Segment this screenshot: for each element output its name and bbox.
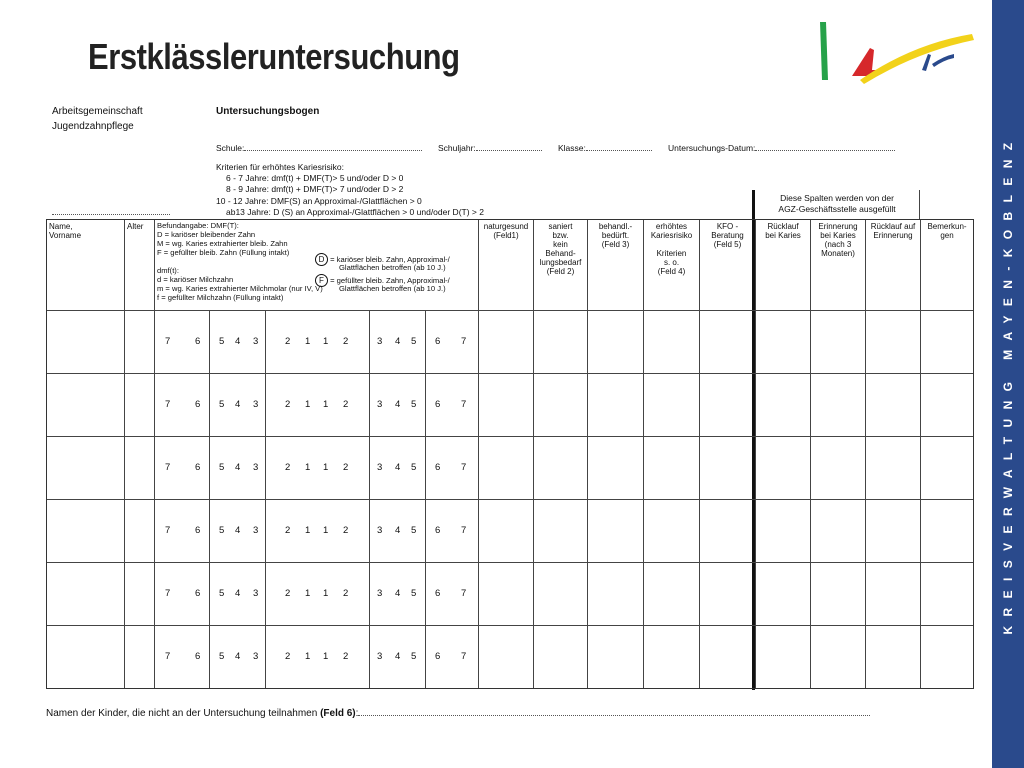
findings-d2: d = kariöser Milchzahn: [157, 275, 234, 284]
tooth-number[interactable]: 2: [285, 336, 291, 347]
tooth-number[interactable]: 3: [377, 399, 383, 410]
page-title: Erstklässleruntersuchung: [88, 36, 460, 77]
tooth-number[interactable]: 4: [235, 525, 241, 536]
org-name-line2: Jugendzahnpflege: [52, 121, 134, 132]
tooth-number[interactable]: 6: [435, 588, 441, 599]
tooth-number[interactable]: 3: [377, 462, 383, 473]
class-field[interactable]: [558, 142, 652, 153]
tooth-number[interactable]: 6: [195, 336, 201, 347]
tooth-number[interactable]: 1: [323, 399, 329, 410]
tooth-number[interactable]: 4: [395, 462, 401, 473]
table-row[interactable]: [47, 499, 973, 562]
findings-title: Befundangabe: DMF(T):: [157, 221, 239, 230]
tooth-number[interactable]: 5: [411, 525, 417, 536]
tooth-number[interactable]: 7: [165, 399, 171, 410]
tooth-number[interactable]: 4: [395, 588, 401, 599]
header-risk: erhöhtes Kariesrisiko Kriterien s. o. (Feld 4): [650, 222, 693, 276]
tooth-number[interactable]: 6: [435, 525, 441, 536]
table-row[interactable]: [47, 310, 973, 373]
agz-note-line2: AGZ-Geschäftsstelle ausgefüllt: [778, 204, 896, 214]
tooth-number[interactable]: 6: [195, 525, 201, 536]
table-row[interactable]: [47, 373, 973, 436]
tooth-number[interactable]: 5: [411, 336, 417, 347]
criteria-line-4: ab13 Jahre: D (S) an Approximal-/Glattflächen > 0 und/oder D(T) > 2: [226, 207, 484, 217]
footer-text: Namen der Kinder, die nicht an der Untersuchung teilnahmen: [46, 708, 321, 719]
header-reminder: Erinnerung bei Karies (nach 3 Monaten): [818, 222, 858, 258]
tooth-number[interactable]: 6: [435, 399, 441, 410]
findings-d: D = kariöser bleibender Zahn: [157, 230, 256, 239]
tooth-number[interactable]: 3: [377, 336, 383, 347]
tooth-number[interactable]: 1: [305, 651, 311, 662]
tooth-number[interactable]: 4: [235, 651, 241, 662]
tooth-number[interactable]: 4: [235, 588, 241, 599]
tooth-number[interactable]: 4: [235, 336, 241, 347]
tooth-number[interactable]: 5: [411, 462, 417, 473]
tooth-number[interactable]: 7: [165, 462, 171, 473]
tooth-number[interactable]: 2: [285, 525, 291, 536]
table-row[interactable]: [47, 436, 973, 499]
table-row[interactable]: [47, 625, 973, 688]
circle-d-text: = kariöser bleib. Zahn, Approximal-/: [330, 255, 450, 264]
org-name-line1: Arbeitsgemeinschaft: [52, 106, 143, 117]
circle-f-text-cont: Glattflächen betroffen (ab 10 J.): [339, 284, 446, 293]
tooth-number[interactable]: 3: [377, 651, 383, 662]
school-year-label: Schuljahr:: [438, 143, 476, 153]
tooth-number[interactable]: 3: [253, 399, 259, 410]
tooth-number[interactable]: 5: [219, 336, 225, 347]
findings-m: M = wg. Karies extrahierter bleib. Zahn: [157, 239, 288, 248]
tooth-number[interactable]: 2: [343, 588, 349, 599]
tooth-number[interactable]: 5: [219, 651, 225, 662]
tooth-number[interactable]: 2: [343, 651, 349, 662]
tooth-number[interactable]: 6: [435, 462, 441, 473]
tooth-number[interactable]: 7: [165, 525, 171, 536]
school-year-field[interactable]: [438, 142, 542, 153]
tooth-number[interactable]: 4: [395, 525, 401, 536]
tooth-number[interactable]: 1: [323, 651, 329, 662]
school-label: Schule:: [216, 143, 245, 153]
footer-field: (Feld 6): [320, 708, 356, 719]
tooth-number[interactable]: 1: [305, 399, 311, 410]
tooth-number[interactable]: 5: [411, 588, 417, 599]
tooth-number[interactable]: 7: [461, 399, 467, 410]
tooth-number[interactable]: 7: [165, 588, 171, 599]
footer-colon: :: [355, 708, 359, 719]
header-healthy: naturgesund (Feld1): [483, 222, 529, 240]
agz-note-box: [755, 190, 920, 219]
school-field[interactable]: [216, 142, 422, 153]
findings-f: F = gefüllter bleib. Zahn (Füllung intakt): [157, 248, 290, 257]
tooth-number[interactable]: 6: [435, 651, 441, 662]
exam-table: [46, 219, 974, 689]
tooth-number[interactable]: 5: [411, 399, 417, 410]
signature-line[interactable]: [52, 206, 170, 217]
tooth-number[interactable]: 7: [461, 336, 467, 347]
table-row[interactable]: [47, 562, 973, 625]
tooth-number[interactable]: 4: [235, 462, 241, 473]
tooth-number[interactable]: 7: [461, 588, 467, 599]
header-treatment: behandl.- bedürft. (Feld 3): [598, 222, 633, 249]
tooth-number[interactable]: 3: [377, 525, 383, 536]
sidebar-org-name: KREISVERWALTUNG MAYEN-KOBLENZ: [1001, 133, 1015, 635]
tooth-number[interactable]: 7: [165, 336, 171, 347]
tooth-number[interactable]: 3: [253, 462, 259, 473]
tooth-number[interactable]: 3: [253, 651, 259, 662]
tooth-number[interactable]: 7: [461, 651, 467, 662]
tooth-number[interactable]: 4: [395, 399, 401, 410]
header-age: Alter: [127, 222, 144, 231]
tooth-number[interactable]: 2: [285, 462, 291, 473]
tooth-number[interactable]: 7: [165, 651, 171, 662]
header-restored: saniert bzw. kein Behand- lungsbedarf (Feld 2): [539, 222, 582, 276]
sidebar: [992, 0, 1024, 768]
tooth-number[interactable]: 1: [305, 462, 311, 473]
circle-f-text: = gefüllter bleib. Zahn, Approximal-/: [330, 276, 450, 285]
findings-m2: m = wg. Karies extrahierter Milchmolar (nur IV, V): [157, 284, 323, 293]
tooth-number[interactable]: 6: [195, 651, 201, 662]
findings-f2: f = gefüllter Milchzahn (Füllung intakt): [157, 293, 284, 302]
tooth-number[interactable]: 5: [411, 651, 417, 662]
header-name: Name, Vorname: [49, 222, 82, 240]
criteria-line-1: 6 - 7 Jahre: dmf(t) + DMF(T)> 5 und/oder D > 0: [226, 173, 404, 183]
tooth-number[interactable]: 7: [461, 462, 467, 473]
tooth-number[interactable]: 4: [395, 651, 401, 662]
tooth-number[interactable]: 1: [323, 336, 329, 347]
tooth-number[interactable]: 7: [461, 525, 467, 536]
circle-d-text-cont: Glattflächen betroffen (ab 10 J.): [339, 263, 446, 272]
tooth-number[interactable]: 2: [343, 336, 349, 347]
tooth-number[interactable]: 2: [285, 588, 291, 599]
circle-d-symbol: D: [315, 253, 328, 266]
tooth-number[interactable]: 2: [285, 399, 291, 410]
form-title: Untersuchungsbogen: [216, 106, 320, 117]
tooth-number[interactable]: 1: [305, 525, 311, 536]
tooth-number[interactable]: 3: [253, 588, 259, 599]
tooth-number[interactable]: 6: [435, 336, 441, 347]
agz-note-line1: Diese Spalten werden von der: [780, 193, 894, 203]
tooth-number[interactable]: 5: [219, 399, 225, 410]
tooth-number[interactable]: 4: [235, 399, 241, 410]
tooth-number[interactable]: 3: [377, 588, 383, 599]
class-label: Klasse:: [558, 143, 586, 153]
tooth-number[interactable]: 3: [253, 336, 259, 347]
tooth-number[interactable]: 2: [343, 399, 349, 410]
tooth-number[interactable]: 5: [219, 525, 225, 536]
header-remarks: Bemerkun- gen: [927, 222, 967, 240]
tooth-number[interactable]: 6: [195, 588, 201, 599]
tooth-number[interactable]: 3: [253, 525, 259, 536]
footer-absent-children[interactable]: [46, 707, 870, 720]
tooth-number[interactable]: 6: [195, 399, 201, 410]
tooth-number[interactable]: 1: [305, 588, 311, 599]
tooth-number[interactable]: 5: [219, 462, 225, 473]
tooth-number[interactable]: 4: [395, 336, 401, 347]
criteria-line-3: 10 - 12 Jahre: DMF(S) an Approximal-/Glattflächen > 0: [216, 196, 422, 206]
tooth-number[interactable]: 1: [323, 462, 329, 473]
tooth-number[interactable]: 2: [343, 462, 349, 473]
tooth-number[interactable]: 1: [305, 336, 311, 347]
tooth-number[interactable]: 2: [285, 651, 291, 662]
tooth-number[interactable]: 6: [195, 462, 201, 473]
circle-f-symbol: F: [315, 274, 328, 287]
tooth-number[interactable]: 2: [343, 525, 349, 536]
header-return: Rücklauf bei Karies: [765, 222, 801, 240]
tooth-number[interactable]: 5: [219, 588, 225, 599]
tooth-number[interactable]: 1: [323, 525, 329, 536]
tooth-number[interactable]: 1: [323, 588, 329, 599]
exam-date-field[interactable]: [668, 142, 895, 153]
header-kfo: KFO - Beratung (Feld 5): [711, 222, 744, 249]
header-return-reminder: Rücklauf auf Erinnerung: [870, 222, 916, 240]
exam-date-label: Untersuchungs-Datum:: [668, 143, 756, 153]
findings-dmf: dmf(t):: [157, 266, 179, 275]
criteria-line-2: 8 - 9 Jahre: dmf(t) + DMF(T)> 7 und/oder D > 2: [226, 184, 404, 194]
criteria-title: Kriterien für erhöhtes Kariesrisiko:: [216, 162, 345, 172]
kreis-logo-icon: [812, 14, 982, 86]
